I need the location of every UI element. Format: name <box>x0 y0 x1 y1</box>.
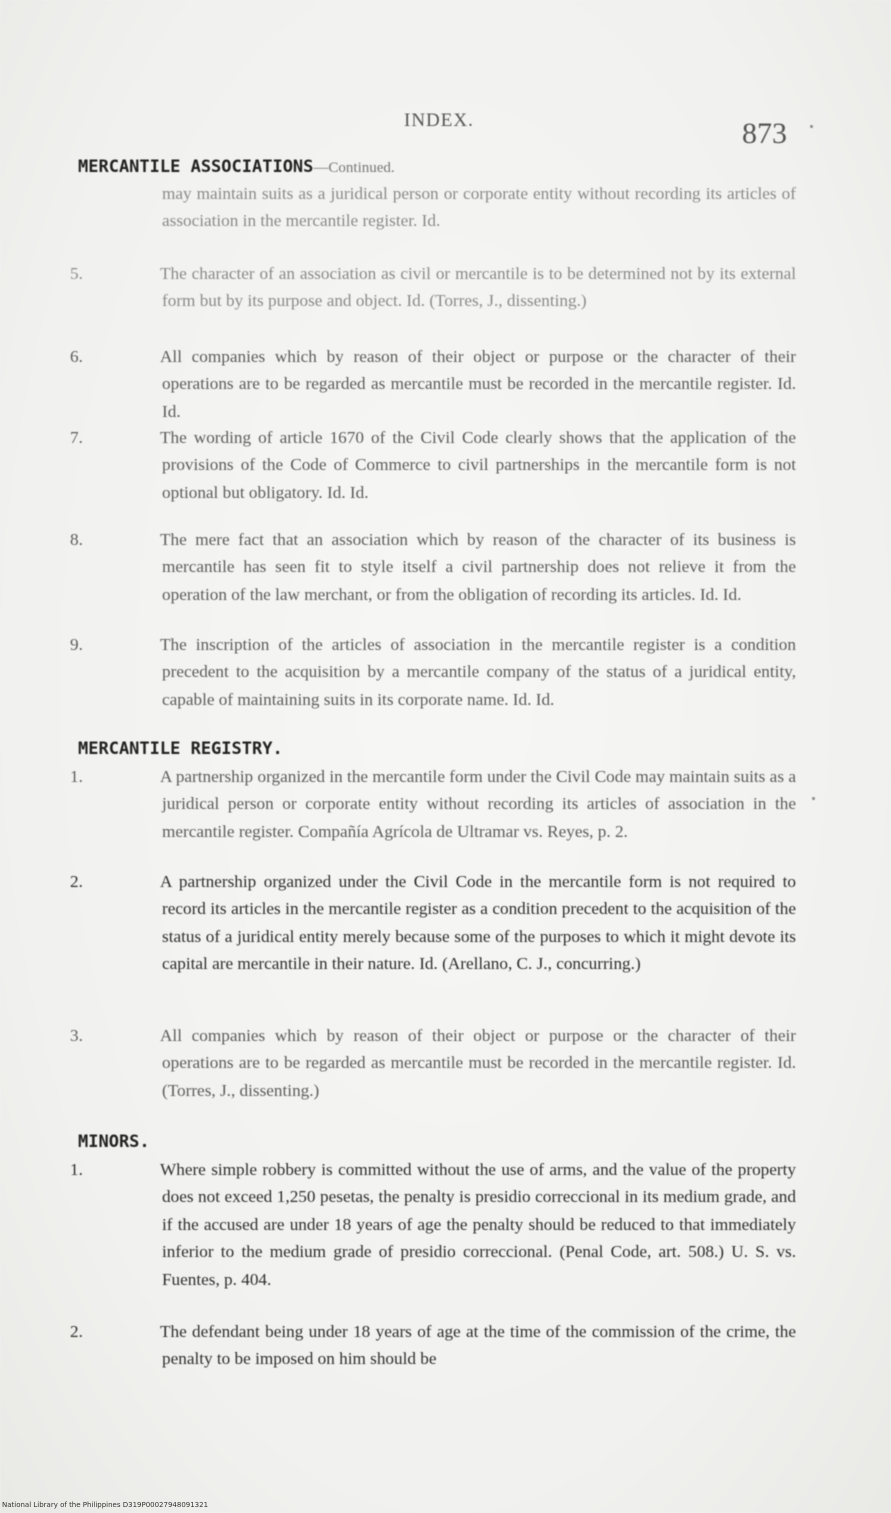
entry-number: 2. <box>70 872 83 891</box>
running-head: INDEX. <box>404 110 474 131</box>
entry-text: may maintain suits as a juridical person or corporate entity without recording its articles of association in the mercantile register. Id. <box>162 184 796 231</box>
section-heading-mercantile-associations <box>78 157 395 177</box>
scan-footer: National Library of the Philippines D319P00027948091321 <box>2 1501 209 1509</box>
entry-number: 2. <box>70 1322 83 1341</box>
entry-text: All companies which by reason of their object or purpose or the character of their operations are to be regarded as mercantile must be recorded in the mercantile register. Id. Id. <box>160 347 796 421</box>
page-number: 873 <box>742 117 787 150</box>
scan-speck <box>810 125 813 128</box>
entry-number: 3. <box>70 1026 83 1045</box>
entry-text: The defendant being under 18 years of age at the time of the commission of the crime, the penalty to be imposed on him should be <box>160 1322 796 1369</box>
entry-number: 7. <box>70 428 83 447</box>
entry-text: The character of an association as civil or mercantile is to be determined not by its external form but by its purpose and object. Id. (Torres, J., dissenting.) <box>160 264 796 311</box>
section-heading-minors <box>78 1132 150 1152</box>
entry-number: 1. <box>70 1160 83 1179</box>
section-heading-mercantile-registry <box>78 739 283 759</box>
entry-text: All companies which by reason of their object or purpose or the character of their operations are to be regarded as mercantile must be recorded in the mercantile register. Id. (Torres, J., dissenting.) <box>160 1026 796 1100</box>
continued-label: —Continued. <box>313 160 395 176</box>
index-entry <box>70 526 796 608</box>
entry-number: 1. <box>70 767 83 786</box>
scan-speck <box>812 797 815 800</box>
entry-text: The mere fact that an association which by reason of the character of its business is mercantile has seen fit to style itself a civil partnership does not relieve it from the operation of the law merchant, or from the obligation of recording its articles. Id. Id. <box>160 530 796 604</box>
entry-text: Where simple robbery is committed without the use of arms, and the value of the property does not exceed 1,250 pesetas, the penalty is presidio correccional in its medium grade, and if the accused are under 18 years of age the penalty should be reduced to that immediately inferior to the medium grade of presidio correccional. (Penal Code, art. 508.) U. S. vs. Fuentes, p. 404. <box>160 1160 796 1289</box>
index-entry <box>70 1318 796 1373</box>
section-heading-text: MERCANTILE ASSOCIATIONS <box>78 157 314 177</box>
section-heading-text: MERCANTILE REGISTRY. <box>78 739 283 759</box>
entry-number: 9. <box>70 635 83 654</box>
index-entry <box>70 1022 796 1104</box>
entry-text: The inscription of the articles of association in the mercantile register is a condition precedent to the acquisition by a mercantile company of the status of a juridical entity, capable of maintaining suits in its corporate name. Id. Id. <box>160 635 796 709</box>
entry-number: 8. <box>70 530 83 549</box>
index-entry <box>70 1156 796 1293</box>
index-entry <box>70 763 796 845</box>
index-entry <box>70 260 796 315</box>
index-entry <box>116 180 796 235</box>
index-entry <box>70 424 796 506</box>
entry-number: 6. <box>70 347 83 366</box>
entry-text: A partnership organized in the mercantile form under the Civil Code may maintain suits as a juridical person or corporate entity without recording its articles of association in the mercantile register. Compañía Agrícola de Ultramar vs. Reyes, p. 2. <box>160 767 796 841</box>
section-heading-text: MINORS. <box>78 1132 150 1152</box>
entry-number: 5. <box>70 264 83 283</box>
index-entry <box>70 631 796 713</box>
entry-text: The wording of article 1670 of the Civil Code clearly shows that the application of the provisions of the Code of Commerce to civil partnerships in the mercantile form is not optional but obligatory. Id. Id. <box>160 428 796 502</box>
entry-text: A partnership organized under the Civil Code in the mercantile form is not required to record its articles in the mercantile register as a condition precedent to the acquisition of the status of a juridical entity merely because some of the purposes to which it might devote its capital are mercantile in their nature. Id. (Arellano, C. J., concurring.) <box>160 872 796 974</box>
index-entry <box>70 343 796 425</box>
index-entry <box>70 868 796 978</box>
